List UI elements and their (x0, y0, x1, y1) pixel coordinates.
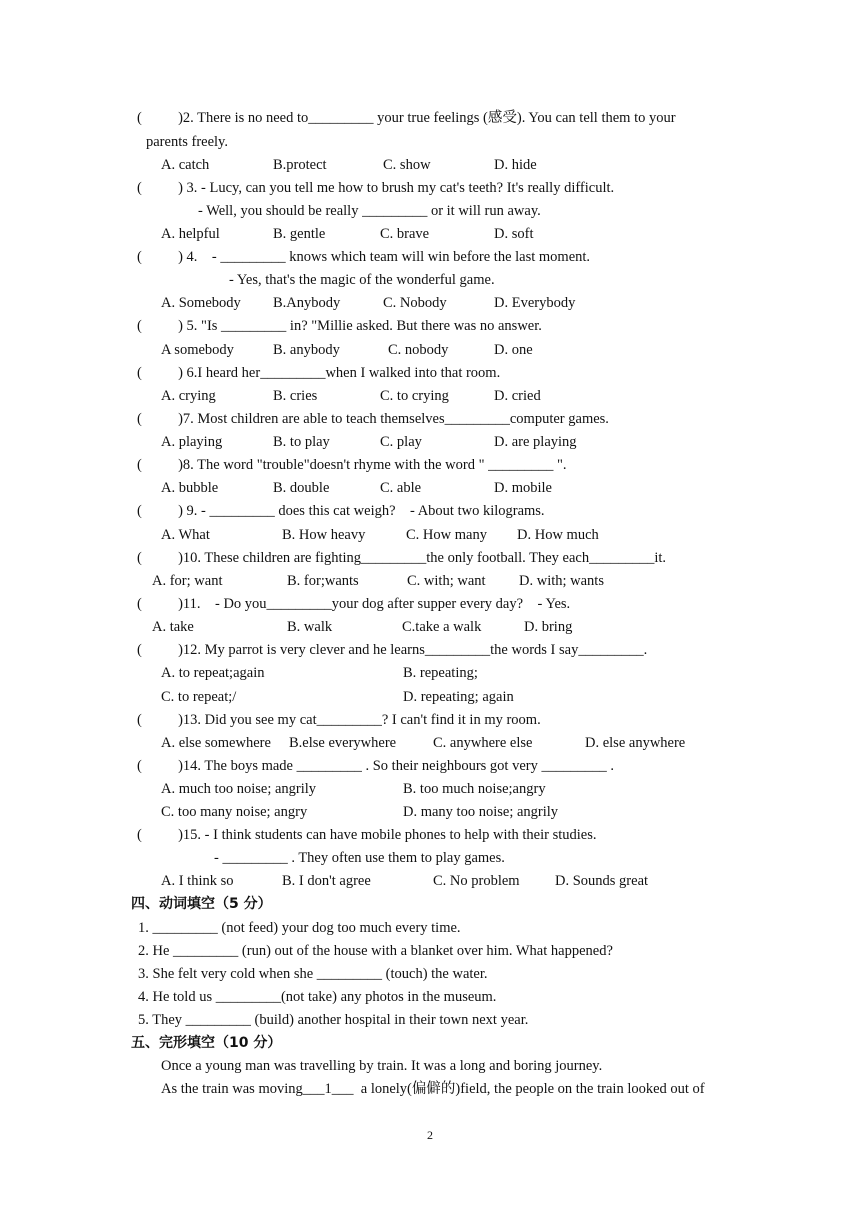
question-stem: ( ) 9. - _________ does this cat weigh? - About two kilograms. (137, 503, 545, 519)
question-stem: ( )8. The word "trouble"doesn't rhyme with the word " _________ ". (137, 457, 567, 473)
question-stem: ( )12. My parrot is very clever and he learns_________the words I say_________. (137, 642, 648, 658)
fill-in-item: 1. _________ (not feed) your dog too much every time. (138, 920, 461, 936)
option-d: D. are playing (494, 434, 577, 450)
section-heading: 四、动词填空（5 分） (131, 896, 272, 912)
option-b: B. double (273, 480, 330, 496)
option-c: C.take a walk (402, 619, 482, 635)
option-c: C. anywhere else (433, 735, 533, 751)
question-stem: ( )15. - I think students can have mobile phones to help with their studies. (137, 827, 597, 843)
option-a: A somebody (161, 342, 234, 358)
question-stem: ( )7. Most children are able to teach themselves_________computer games. (137, 411, 609, 427)
option-a: A. crying (161, 388, 216, 404)
option-a: A. much too noise; angrily (161, 781, 317, 797)
option-a: A. playing (161, 434, 223, 450)
page-number: 2 (427, 1128, 433, 1142)
question-reply: - Well, you should be really _________ or it will run away. (198, 203, 541, 219)
option-b: B. to play (273, 434, 330, 450)
option-c: C. to repeat;/ (161, 689, 237, 705)
option-a: A. take (152, 619, 194, 635)
option-d: D. else anywhere (585, 735, 686, 751)
option-b: B.else everywhere (289, 735, 397, 751)
option-d: D. with; wants (519, 573, 604, 589)
option-a: A. else somewhere (161, 735, 271, 751)
option-c: C. Nobody (383, 295, 447, 311)
option-d: D. How much (517, 527, 599, 543)
option-c: C. to crying (380, 388, 449, 404)
section-heading: 五、完形填空（10 分） (131, 1035, 282, 1051)
option-d: D. mobile (494, 480, 552, 496)
option-d: D. repeating; again (403, 689, 514, 705)
option-b: B. How heavy (282, 527, 366, 543)
fill-in-item: 4. He told us _________(not take) any photos in the museum. (138, 989, 497, 1005)
option-b: B. for;wants (287, 573, 359, 589)
question-stem: ( ) 4. - _________ knows which team will win before the last moment. (137, 249, 591, 265)
option-c: C. able (380, 480, 422, 496)
fill-in-item: 3. She felt very cold when she _________ (touch) the water. (138, 966, 488, 982)
option-c: C. too many noise; angry (161, 804, 308, 820)
option-b: B. too much noise;angry (403, 781, 546, 797)
option-b: B. I don't agree (282, 873, 371, 889)
option-b: B. anybody (273, 342, 340, 358)
option-b: B. repeating; (403, 665, 478, 681)
option-b: B. gentle (273, 226, 326, 242)
option-d: D. cried (494, 388, 541, 404)
option-a: A. I think so (161, 873, 234, 889)
question-stem: ( )11. - Do you_________your dog after supper every day? - Yes. (137, 596, 571, 612)
option-a: A. catch (161, 157, 210, 173)
question-stem: ( ) 6.I heard her_________when I walked into that room. (137, 365, 501, 381)
question-reply: - Yes, that's the magic of the wonderful game. (229, 272, 495, 288)
option-a: A. Somebody (161, 295, 241, 311)
question-reply: - _________ . They often use them to play games. (214, 850, 505, 866)
option-b: B. cries (273, 388, 318, 404)
option-c: C. How many (406, 527, 487, 543)
paragraph: Once a young man was travelling by train. It was a long and boring journey. (161, 1058, 603, 1074)
option-c: C. play (380, 434, 422, 450)
option-b: B.Anybody (273, 295, 341, 311)
option-b: B. walk (287, 619, 333, 635)
option-a: A. to repeat;again (161, 665, 265, 681)
question-stem: ( ) 3. - Lucy, can you tell me how to brush my cat's teeth? It's really difficult. (137, 180, 615, 196)
option-a: A. helpful (161, 226, 220, 242)
option-d: D. bring (524, 619, 573, 635)
option-b: B.protect (273, 157, 327, 173)
fill-in-item: 5. They _________ (build) another hospital in their town next year. (138, 1012, 529, 1028)
option-d: D. Sounds great (555, 873, 649, 889)
option-c: C. nobody (388, 342, 449, 358)
option-d: D. one (494, 342, 533, 358)
option-d: D. Everybody (494, 295, 576, 311)
paragraph: As the train was moving___1___ a lonely(偏僻的)field, the people on the train looked out of (161, 1081, 705, 1097)
question-stem: ( )10. These children are fighting_________the only football. They each_________it. (137, 550, 667, 566)
question-stem: ( )2. There is no need to_________ your true feelings (感受). You can tell them to your (137, 110, 676, 126)
option-a: A. bubble (161, 480, 219, 496)
option-d: D. soft (494, 226, 534, 242)
option-c: C. No problem (433, 873, 520, 889)
option-c: C. with; want (407, 573, 486, 589)
option-d: D. many too noise; angrily (403, 804, 559, 820)
option-d: D. hide (494, 157, 537, 173)
option-a: A. What (161, 527, 210, 543)
option-a: A. for; want (152, 573, 223, 589)
option-c: C. brave (380, 226, 430, 242)
question-stem: ( )13. Did you see my cat_________? I can't find it in my room. (137, 712, 541, 728)
question-stem: ( )14. The boys made _________ . So their neighbours got very _________ . (137, 758, 614, 774)
fill-in-item: 2. He _________ (run) out of the house with a blanket over him. What happened? (138, 943, 613, 959)
question-stem-continued: parents freely. (146, 134, 228, 150)
option-c: C. show (383, 157, 431, 173)
question-stem: ( ) 5. "Is _________ in? "Millie asked. But there was no answer. (137, 318, 542, 334)
